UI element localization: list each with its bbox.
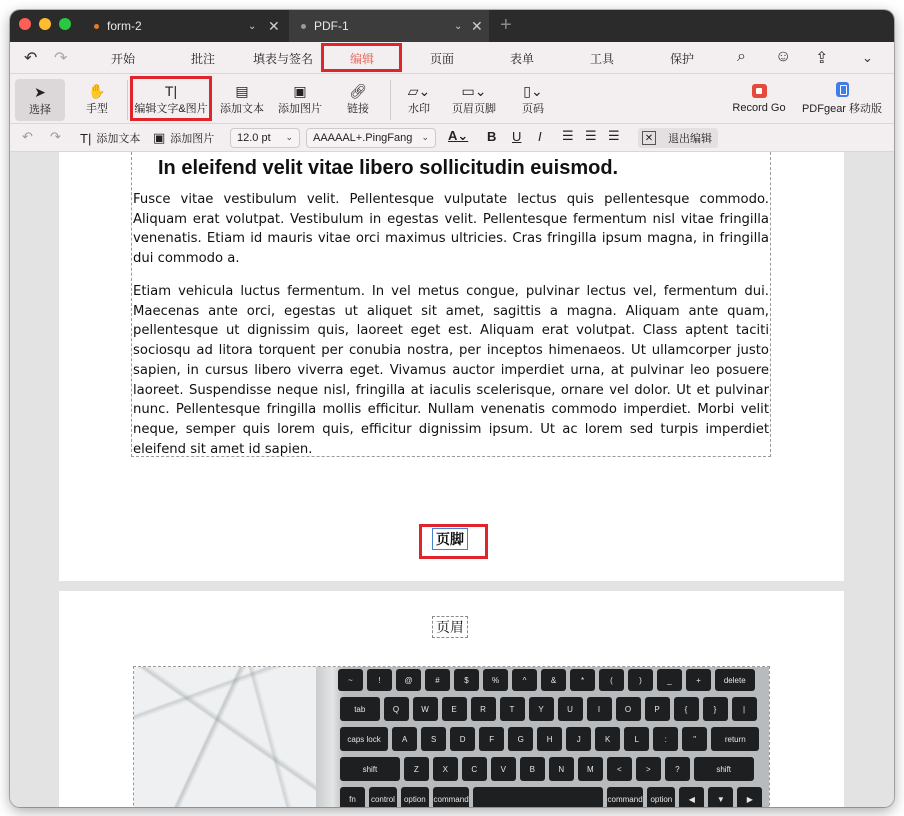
redo-icon[interactable]: ↷ — [54, 50, 68, 67]
font-size-select[interactable] — [230, 128, 300, 148]
keyboard-key: M — [578, 757, 603, 781]
keyboard-key: # — [425, 669, 450, 691]
menu-tools[interactable]: 工具 — [590, 52, 615, 66]
undo-icon[interactable]: ↶ — [22, 129, 33, 144]
link-button[interactable] — [335, 74, 381, 124]
keyboard-key: command — [607, 787, 644, 807]
select-tool-label: 选择 — [29, 104, 51, 116]
tab-label: form-2 — [107, 19, 142, 33]
document-viewport[interactable] — [10, 152, 894, 807]
close-window-button[interactable] — [19, 18, 31, 30]
keyboard-key: control — [369, 787, 397, 807]
app-window — [10, 10, 894, 807]
keyboard-key: shift — [340, 757, 400, 781]
text-cursor-icon: T| — [164, 83, 178, 99]
marble-surface — [134, 667, 316, 807]
keyboard-key: X — [433, 757, 458, 781]
pdf-page-2 — [59, 591, 844, 807]
text-format-bar — [10, 124, 894, 152]
keyboard-key: ? — [665, 757, 690, 781]
keyboard-key: F — [479, 727, 504, 751]
keyboard-key: Z — [404, 757, 429, 781]
pdfgear-mobile-label: PDFgear 移动版 — [801, 103, 883, 115]
menu-home[interactable]: 开始 — [111, 52, 136, 66]
keyboard-key: ^ — [512, 669, 537, 691]
keyboard-key: P — [645, 697, 670, 721]
underline-button[interactable]: U — [512, 129, 522, 144]
keyboard-key: ) — [628, 669, 653, 691]
header-text[interactable]: 页眉 — [432, 616, 468, 638]
keyboard-key: { — [674, 697, 699, 721]
keyboard-key: option — [647, 787, 675, 807]
link-label: 链接 — [347, 103, 369, 115]
exit-edit-label: 退出编辑 — [668, 133, 712, 145]
keyboard-key: * — [570, 669, 595, 691]
keyboard-key: caps lock — [340, 727, 388, 751]
align-right-icon[interactable]: ☰ — [608, 128, 620, 143]
keyboard-key: S — [421, 727, 446, 751]
keyboard-key: G — [508, 727, 533, 751]
keyboard-key: W — [413, 697, 438, 721]
pdf-page-1 — [59, 152, 844, 581]
record-go-label: Record Go — [732, 102, 786, 114]
edit-text-image-label: 编辑文字&图片 — [134, 103, 208, 115]
tab-label: PDF-1 — [314, 19, 349, 33]
hand-tool-button[interactable] — [72, 74, 122, 124]
add-text-label: 添加文本 — [220, 103, 264, 115]
text-cursor-icon: T| — [80, 130, 92, 146]
keyboard-key: Q — [384, 697, 409, 721]
menu-page[interactable]: 页面 — [430, 52, 455, 66]
link-icon: 🔗︎ — [349, 83, 367, 99]
watermark-button[interactable] — [396, 74, 442, 124]
add-image-button[interactable] — [274, 74, 326, 124]
keyboard-key: D — [450, 727, 475, 751]
menu-fill-sign[interactable]: 填表与签名 — [253, 52, 314, 66]
record-icon — [752, 84, 767, 102]
keyboard-key: H — [537, 727, 562, 751]
chevron-down-icon[interactable]: ⌄ — [248, 20, 257, 32]
keyboard-key: @ — [396, 669, 421, 691]
keyboard-key: ▼ — [708, 787, 733, 807]
font-family-select[interactable] — [306, 128, 436, 148]
keyboard-key: C — [462, 757, 487, 781]
keyboard-key: shift — [694, 757, 754, 781]
keyboard-key: return — [711, 727, 759, 751]
keyboard-key: Y — [529, 697, 554, 721]
keyboard-key: T — [500, 697, 525, 721]
text-color-icon[interactable]: A⌄ — [448, 128, 469, 143]
keyboard-key: } — [703, 697, 728, 721]
cursor-arrow-icon: ➤ — [34, 84, 46, 100]
divider — [127, 80, 128, 120]
tab-bar — [10, 10, 894, 42]
keyboard-key — [473, 787, 602, 807]
keyboard-key: ▶ — [737, 787, 762, 807]
add-image-icon: ▣ — [293, 83, 307, 99]
search-icon[interactable]: ⌕ — [737, 48, 746, 65]
close-tab-icon[interactable]: ✕ — [471, 17, 483, 34]
select-tool-button[interactable] — [15, 79, 65, 121]
keyboard-key: : — [653, 727, 678, 751]
highlight-edit-text-image — [130, 76, 212, 121]
menu-annotate[interactable]: 批注 — [191, 52, 216, 66]
watermark-label: 水印 — [408, 103, 430, 115]
page-number-icon: ▯⌄ — [523, 83, 543, 99]
redo-icon[interactable]: ↷ — [50, 129, 61, 144]
add-text-button[interactable] — [216, 74, 268, 124]
unsaved-dot-icon — [94, 24, 99, 29]
keyboard-key: J — [566, 727, 591, 751]
add-text-small-label: 添加文本 — [96, 133, 141, 145]
keyboard-key: + — [686, 669, 711, 691]
page-number-button[interactable] — [510, 74, 556, 124]
highlight-footer — [419, 524, 488, 559]
keyboard-key: ◀ — [679, 787, 704, 807]
header-footer-button[interactable] — [449, 74, 499, 124]
keyboard-key: B — [520, 757, 545, 781]
chevron-down-icon[interactable]: ⌄ — [862, 50, 873, 65]
keyboard-key: R — [471, 697, 496, 721]
keyboard-key: N — [549, 757, 574, 781]
menu-edit[interactable]: 编辑 — [350, 52, 375, 66]
keyboard-key: E — [442, 697, 467, 721]
footer-text[interactable]: 页脚 — [432, 528, 468, 550]
add-image-small-button[interactable] — [153, 130, 214, 146]
keyboard-key: delete — [715, 669, 755, 691]
keyboard-key: < — [607, 757, 632, 781]
keyboard-key: O — [616, 697, 641, 721]
keyboard-key: > — [636, 757, 661, 781]
keyboard-key: " — [682, 727, 707, 751]
menu-form[interactable]: 表单 — [510, 52, 535, 66]
tab-form-2[interactable] — [82, 10, 289, 42]
chevron-down-icon[interactable]: ⌄ — [454, 20, 463, 32]
header-footer-label: 页眉页脚 — [452, 103, 496, 115]
keyboard-key: V — [491, 757, 516, 781]
font-family-value: AAAAAL+.PingFang — [313, 132, 413, 144]
tab-pdf-1[interactable] — [289, 10, 489, 42]
italic-button[interactable]: I — [538, 129, 542, 144]
close-tab-icon[interactable]: ✕ — [268, 17, 280, 34]
chevron-down-icon: ⌄ — [285, 132, 293, 142]
watermark-icon: ▱⌄ — [407, 83, 431, 99]
align-left-icon[interactable]: ☰ — [562, 128, 574, 143]
hand-tool-label: 手型 — [86, 103, 108, 115]
bold-button[interactable]: B — [487, 129, 497, 144]
page-heading[interactable]: In eleifend velit vitae libero sollicitudin euismod. — [158, 157, 619, 179]
keyboard-key: option — [401, 787, 429, 807]
share-icon[interactable]: ⇪ — [815, 50, 829, 67]
keyboard — [344, 667, 770, 807]
keyboard-key: command — [433, 787, 470, 807]
keyboard-key: _ — [657, 669, 682, 691]
add-image-small-label: 添加图片 — [170, 133, 215, 145]
close-box-icon: ✕ — [642, 131, 656, 145]
keyboard-key: L — [624, 727, 649, 751]
page-number-label: 页码 — [522, 103, 544, 115]
menu-protect[interactable]: 保护 — [670, 52, 695, 66]
record-go-button[interactable] — [728, 74, 790, 124]
keyboard-key: I — [587, 697, 612, 721]
undo-icon[interactable]: ↶ — [24, 50, 38, 67]
keyboard-key: ~ — [338, 669, 363, 691]
keyboard-key: fn — [340, 787, 365, 807]
font-size-value: 12.0 pt — [237, 132, 271, 144]
mobile-phone-icon — [836, 82, 849, 100]
main-menu-bar — [10, 42, 894, 74]
hand-icon: ✋ — [88, 83, 106, 99]
keyboard-key: ( — [599, 669, 624, 691]
new-tab-plus-icon[interactable]: + — [500, 14, 512, 36]
keyboard-key: A — [392, 727, 417, 751]
minimize-window-button[interactable] — [39, 18, 51, 30]
divider — [390, 80, 391, 120]
support-icon[interactable]: ☺ — [775, 48, 792, 65]
keyboard-photo[interactable] — [133, 666, 770, 807]
add-text-small-button[interactable] — [80, 130, 140, 146]
pdfgear-mobile-button[interactable] — [798, 74, 886, 124]
add-image-icon: ▣ — [153, 130, 166, 145]
highlight-edit-menu — [321, 43, 402, 72]
paragraph-2[interactable]: Etiam vehicula luctus fermentum. In vel metus congue, pulvinar lectus vel, fermentum dui. Maecenas ante orci, egestas ut aliquet sit amet, sagittis a magna. Aliquam ante quam, pellentesque ut dignissim quis, laoreet eget est. Aliquam erat volutpat. Class aptent taciti sociosqu ad litora torquent per conubia nostra, per inceptos himenaeos. Ut ullamcorper justo sapien, in cursus libero viverra eget. Vivamus auctor imperdiet urna, at pulvinar leo posuere laoreet. Suspendisse neque nisl, fringilla at iaculis scelerisque, ornare vel dolor. Ut et pulvinar nunc. Pellentesque fringilla mollis efficitur. Nullam venenatis commodo imperdiet. Morbi velit neque, semper quis lorem quis, efficitur dignissim ipsum. Ut ac lorem sed turpis imperdiet eleifend sit amet id sapien. — [133, 284, 769, 457]
keyboard-key: | — [732, 697, 757, 721]
keyboard-key: U — [558, 697, 583, 721]
keyboard-key: & — [541, 669, 566, 691]
keyboard-key: % — [483, 669, 508, 691]
add-image-label: 添加图片 — [278, 103, 322, 115]
keyboard-key: tab — [340, 697, 380, 721]
chevron-down-icon: ⌄ — [421, 132, 429, 142]
keyboard-key: $ — [454, 669, 479, 691]
keyboard-key: ! — [367, 669, 392, 691]
add-text-icon: ▤ — [235, 83, 249, 99]
zoom-window-button[interactable] — [59, 18, 71, 30]
align-center-icon[interactable]: ☰ — [585, 128, 597, 143]
keyboard-key: K — [595, 727, 620, 751]
exit-edit-button[interactable] — [638, 128, 718, 148]
tab-dot-icon — [301, 24, 306, 29]
header-footer-icon: ▭⌄ — [461, 83, 487, 99]
paragraph-1[interactable]: Fusce vitae vestibulum velit. Pellentesque vulputate lectus quis pellentesque commodo. Aliquam erat volutpat. Vestibulum in egestas velit. Pellentesque fermentum nisl vitae fringilla venenatis. Etiam id mauris vitae orci maximus ultricies. Cras fringilla ipsum magna, in fringilla dui commodo a. — [133, 192, 769, 267]
